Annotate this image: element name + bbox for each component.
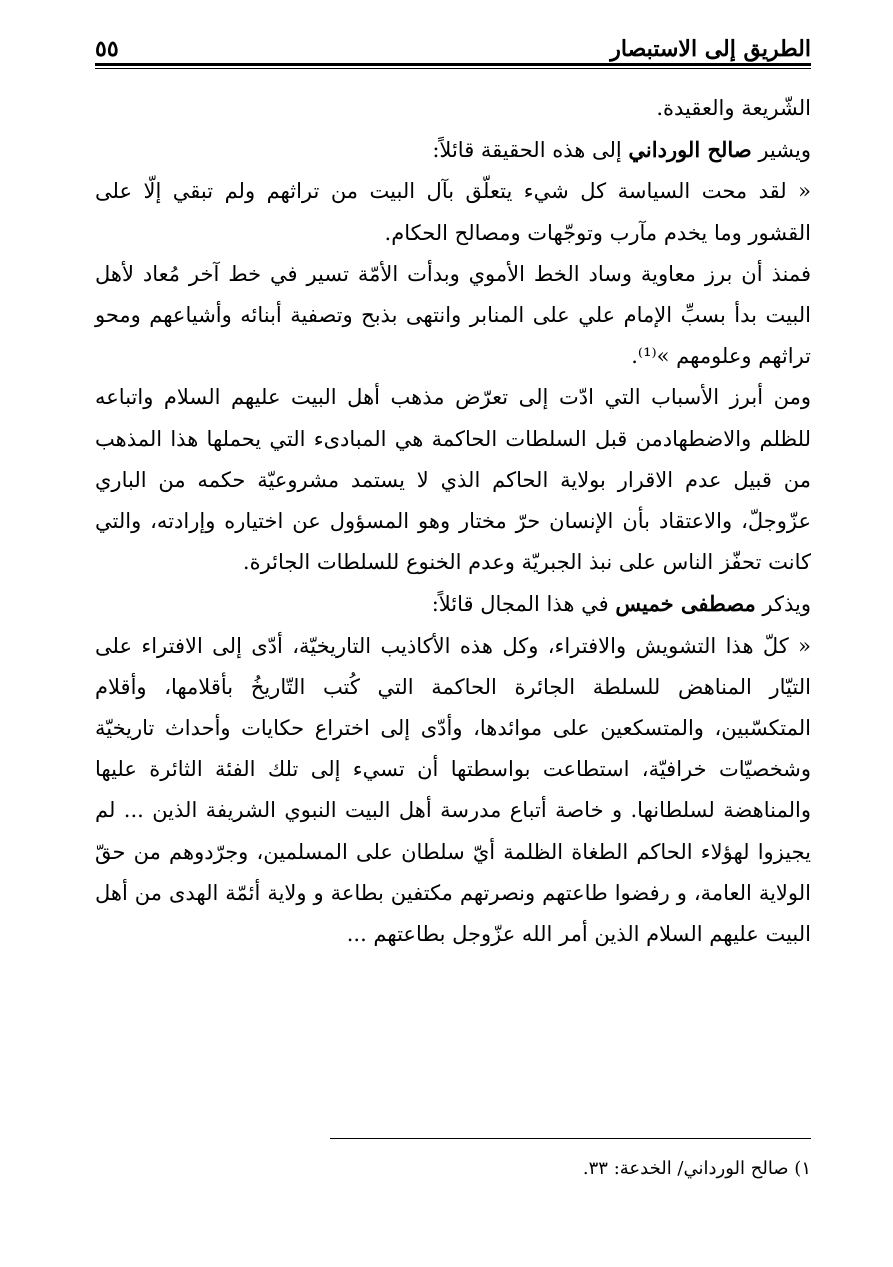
header-title: الطريق إلى الاستبصار <box>610 36 811 62</box>
paragraph-2 <box>95 129 811 171</box>
paragraph-1: الشّريعة والعقيدة. <box>656 96 811 120</box>
paragraph-6-lead: ويذكر <box>755 592 811 617</box>
page-number: ٥٥ <box>95 36 119 62</box>
header-rule-thin <box>95 68 811 69</box>
paragraph-2-rest: إلى هذه الحقيقة قائلاً: <box>432 138 629 163</box>
paragraph-6 <box>95 583 811 625</box>
header-rule-thick <box>95 63 811 66</box>
footnote-separator <box>330 1138 811 1139</box>
paragraph-5: ومن أبرز الأسباب التي ادّت إلى تعرّض مذهب أهل البيت عليهم السلام واتباعه للظلم والاضطهادمن قبل السلطات الحاكمة هي المبادىء التي يحملها هذا المذهب من قبيل عدم الاقرار بولاية الحاكم الذي لا يستمد مشروعيّة حكمه من الباري عزّوجلّ، والاعتقاد بأن الإنسان حرّ مختار وهو المسؤول عن اختياره وإرادته، والتي كانت تحفّز الناس على نبذ الجبريّة وعدم الخنوع للسلطات الجائرة. <box>95 385 812 575</box>
paragraph-6-rest: في هذا المجال قائلاً: <box>431 592 616 617</box>
author-name-khamis: مصطفى خميس <box>615 591 756 617</box>
paragraph-4: فمنذ أن برز معاوية وساد الخط الأموي وبدأت الأمّة تسير في خط آخر مُعاد لأهل البيت بدأ بسبِّ الإمام علي على المنابر وانتهى بذبح وتصفية أبنائه وأشياعهم ومحو تراثهم وعلومهم »⁽¹⁾. <box>95 261 811 369</box>
footnote: ١) صالح الورداني/ الخدعة: ٣٣. <box>582 1158 811 1179</box>
page-body <box>95 88 811 955</box>
running-header <box>95 32 811 62</box>
paragraph-2-lead: ويشير <box>751 138 811 163</box>
paragraph-7: « كلّ هذا التشويش والافتراء، وكل هذه الأكاذيب التاريخيّة، أدّى إلى الافتراء على التيّار المناهض للسلطة الجائرة الحاكمة التي كُتب التّاريخُ بأقلامها، وأقلام المتكسّبين، والمتسكعين على موائدها، وأدّى إلى اختراع حكايات وأحداث تاريخيّة وشخصيّات خرافيّة، استطاعت بواسطتها أن تسيء إلى تلك الفئة الثائرة عليها والمناهضة لسلطانها. و خاصة أتباع مدرسة أهل البيت النبوي الشريفة الذين ... لم يجيزوا لهؤلاء الحاكم الطغاة الظلمة أيّ سلطان على المسلمين، وجرّدوهم من حقّ الولاية العامة، و رفضوا طاعتهم ونصرتهم مكتفين بطاعة و ولاية أئمّة الهدى من أهل البيت عليهم السلام الذين أمر الله عزّوجل بطاعتهم ... <box>95 633 811 947</box>
paragraph-3: « لقد محت السياسة كل شيء يتعلّق بآل البيت من تراثهم ولم تبقي إلّا على القشور وما يخدم مآرب وتوجّهات ومصالح الحكام. <box>95 179 811 245</box>
author-name-wardani: صالح الورداني <box>628 137 752 163</box>
